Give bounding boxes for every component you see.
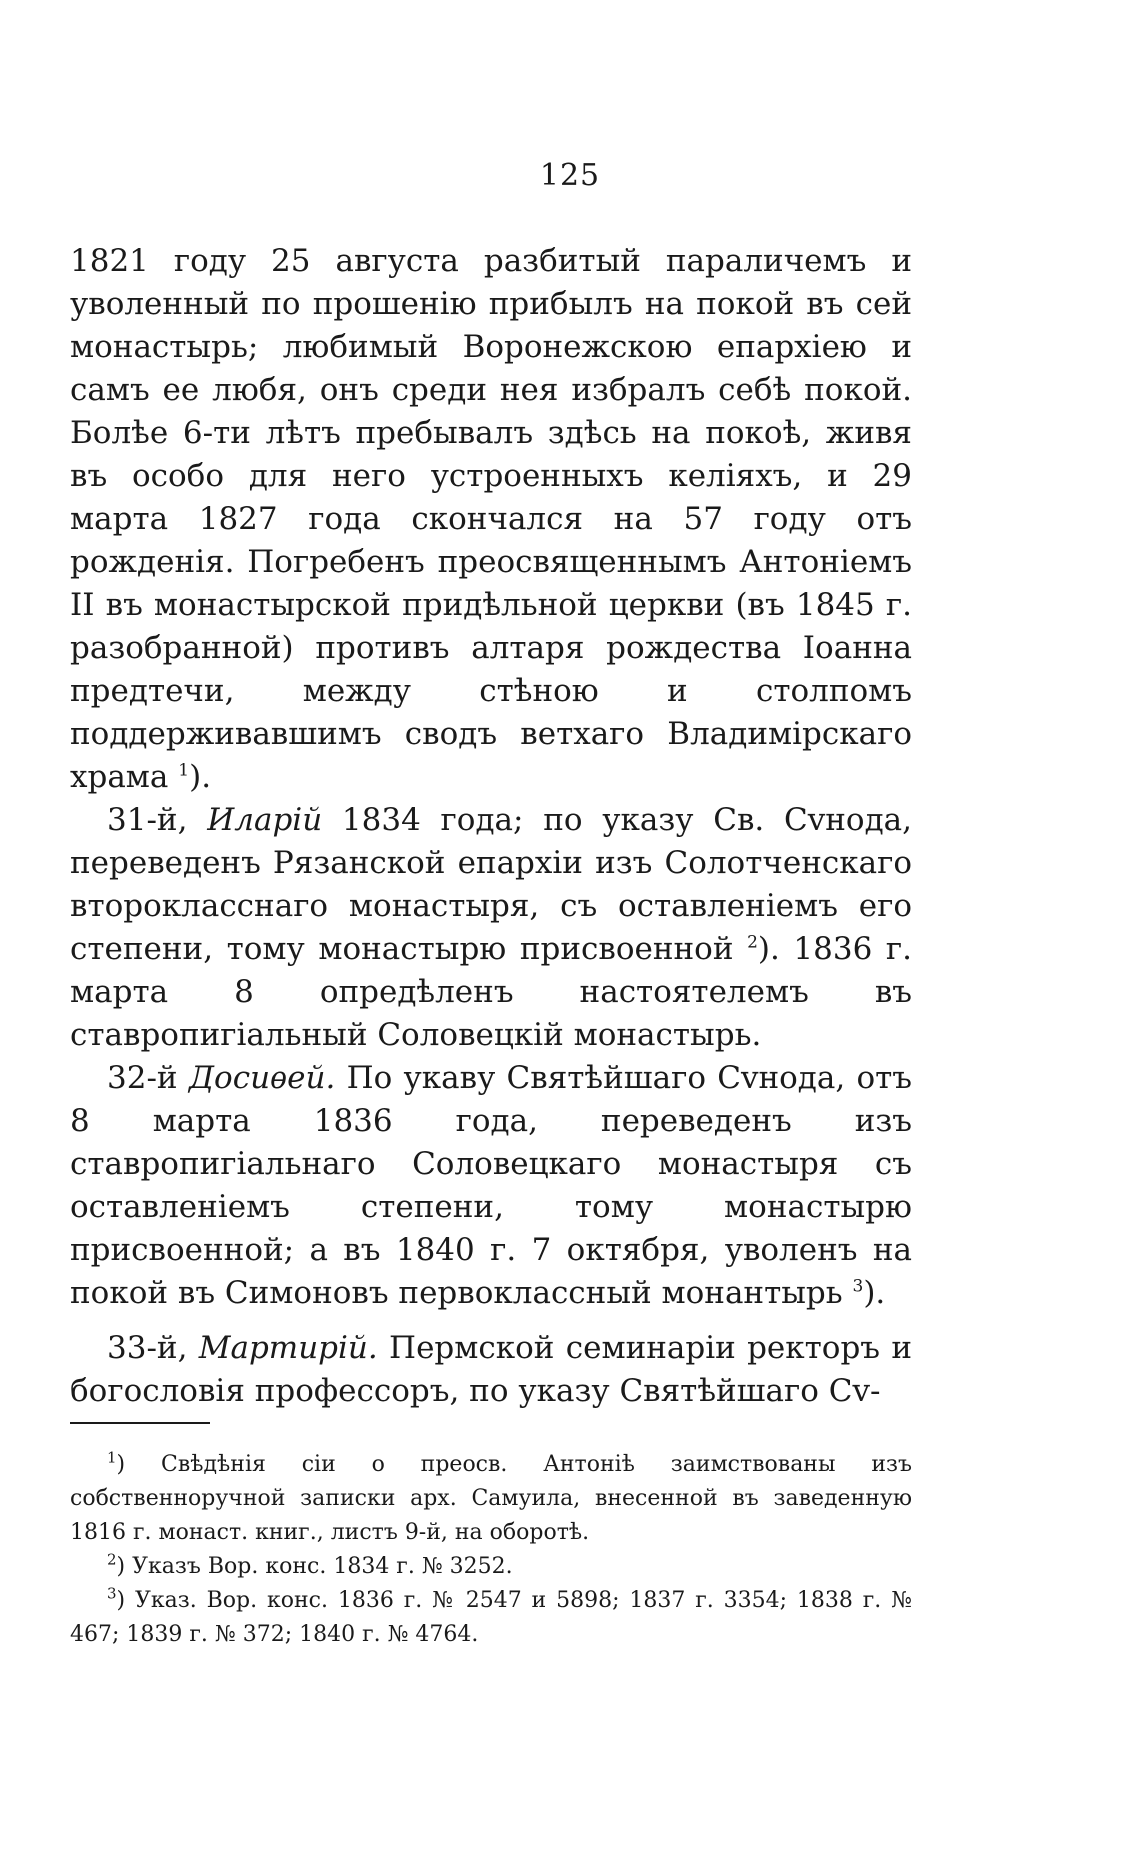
main-text [70,240,912,1413]
footnote-ref-2: 2 [747,932,758,953]
name-ilariy: Иларій [207,802,323,838]
footnote-2: $^2$) Указъ Вор. конс. 1834 г. № 3252. [107,1550,513,1579]
footnote-1: $^1$) Свѣдѣнія сіи о преосв. Антоніѣ заимствованы изъ собственноручной записки арх. Самуила, внесенной въ заведенную 1816 г. монаст. книг., листъ 9-й, на оборотѣ. [70,1448,912,1545]
paragraph-3: 32-й Досиѳей. По укаву Святѣйшаго Сvнода, отъ 8 марта 1836 года, переведенъ изъ ставропигіальнаго Соловецкаго монастыря съ оставленіемъ степени, тому монастырю присвоенной; а въ 1840 г. 7 октября, уволенъ на покой въ Симоновъ первоклассный монантырь $^3$). [70,1060,913,1311]
paragraph-1: 1821 году 25 августа разбитый параличемъ и уволенный по прошенію прибылъ на покой въ сей монастырь; любимый Воронежскою епархіею и самъ ее любя, онъ среди нея избралъ себѣ покой. Болѣе 6-ти лѣтъ пребывалъ здѣсь на покоѣ, живя въ особо для него устроенныхъ келіяхъ, и 29 марта 1827 года скончался на 57 году отъ рожденія. Погребенъ преосвященнымъ Антоніемъ II въ монастырской придѣльной церкви (въ 1845 г. разобранной) противъ алтаря рождества Іоанна предтечи, между стѣною и столпомъ поддерживавшимъ сводъ ветхаго Владимірскаго храма $^1$). [70,243,912,795]
paragraph-2: 31-й, Иларій 1834 года; по указу Св. Сvнода, переведенъ Рязанской епархіи изъ Солотченскаго второкласснаго монастыря, съ оставленіемъ его степени, тому монастырю присвоенной $^2$). 1836 г. марта 8 опредѣленъ настоятелемъ въ ставропигіальный Соловецкій монастырь. [70,802,913,1053]
page-number: 125 [539,158,601,193]
footnote-ref-3: 3 [852,1276,864,1297]
paragraph-4: 33-й, Мартирій. Пермской семинаріи ректоръ и богословія профессоръ, по указу Святѣйшаго Сv- [70,1330,912,1409]
name-martiriy: Мартирій. [198,1330,378,1366]
name-dosifey: Досиѳей. [188,1060,336,1096]
footnote-3: $^3$) Указ. Вор. конс. 1836 г. № 2547 и 5898; 1837 г. 3354; 1838 г. № 467; 1839 г. № 372; 1840 г. № 4764. [70,1584,912,1647]
footnote-divider [70,1422,210,1424]
footnotes [70,1448,912,1652]
footnote-ref-1: 1 [178,760,190,781]
